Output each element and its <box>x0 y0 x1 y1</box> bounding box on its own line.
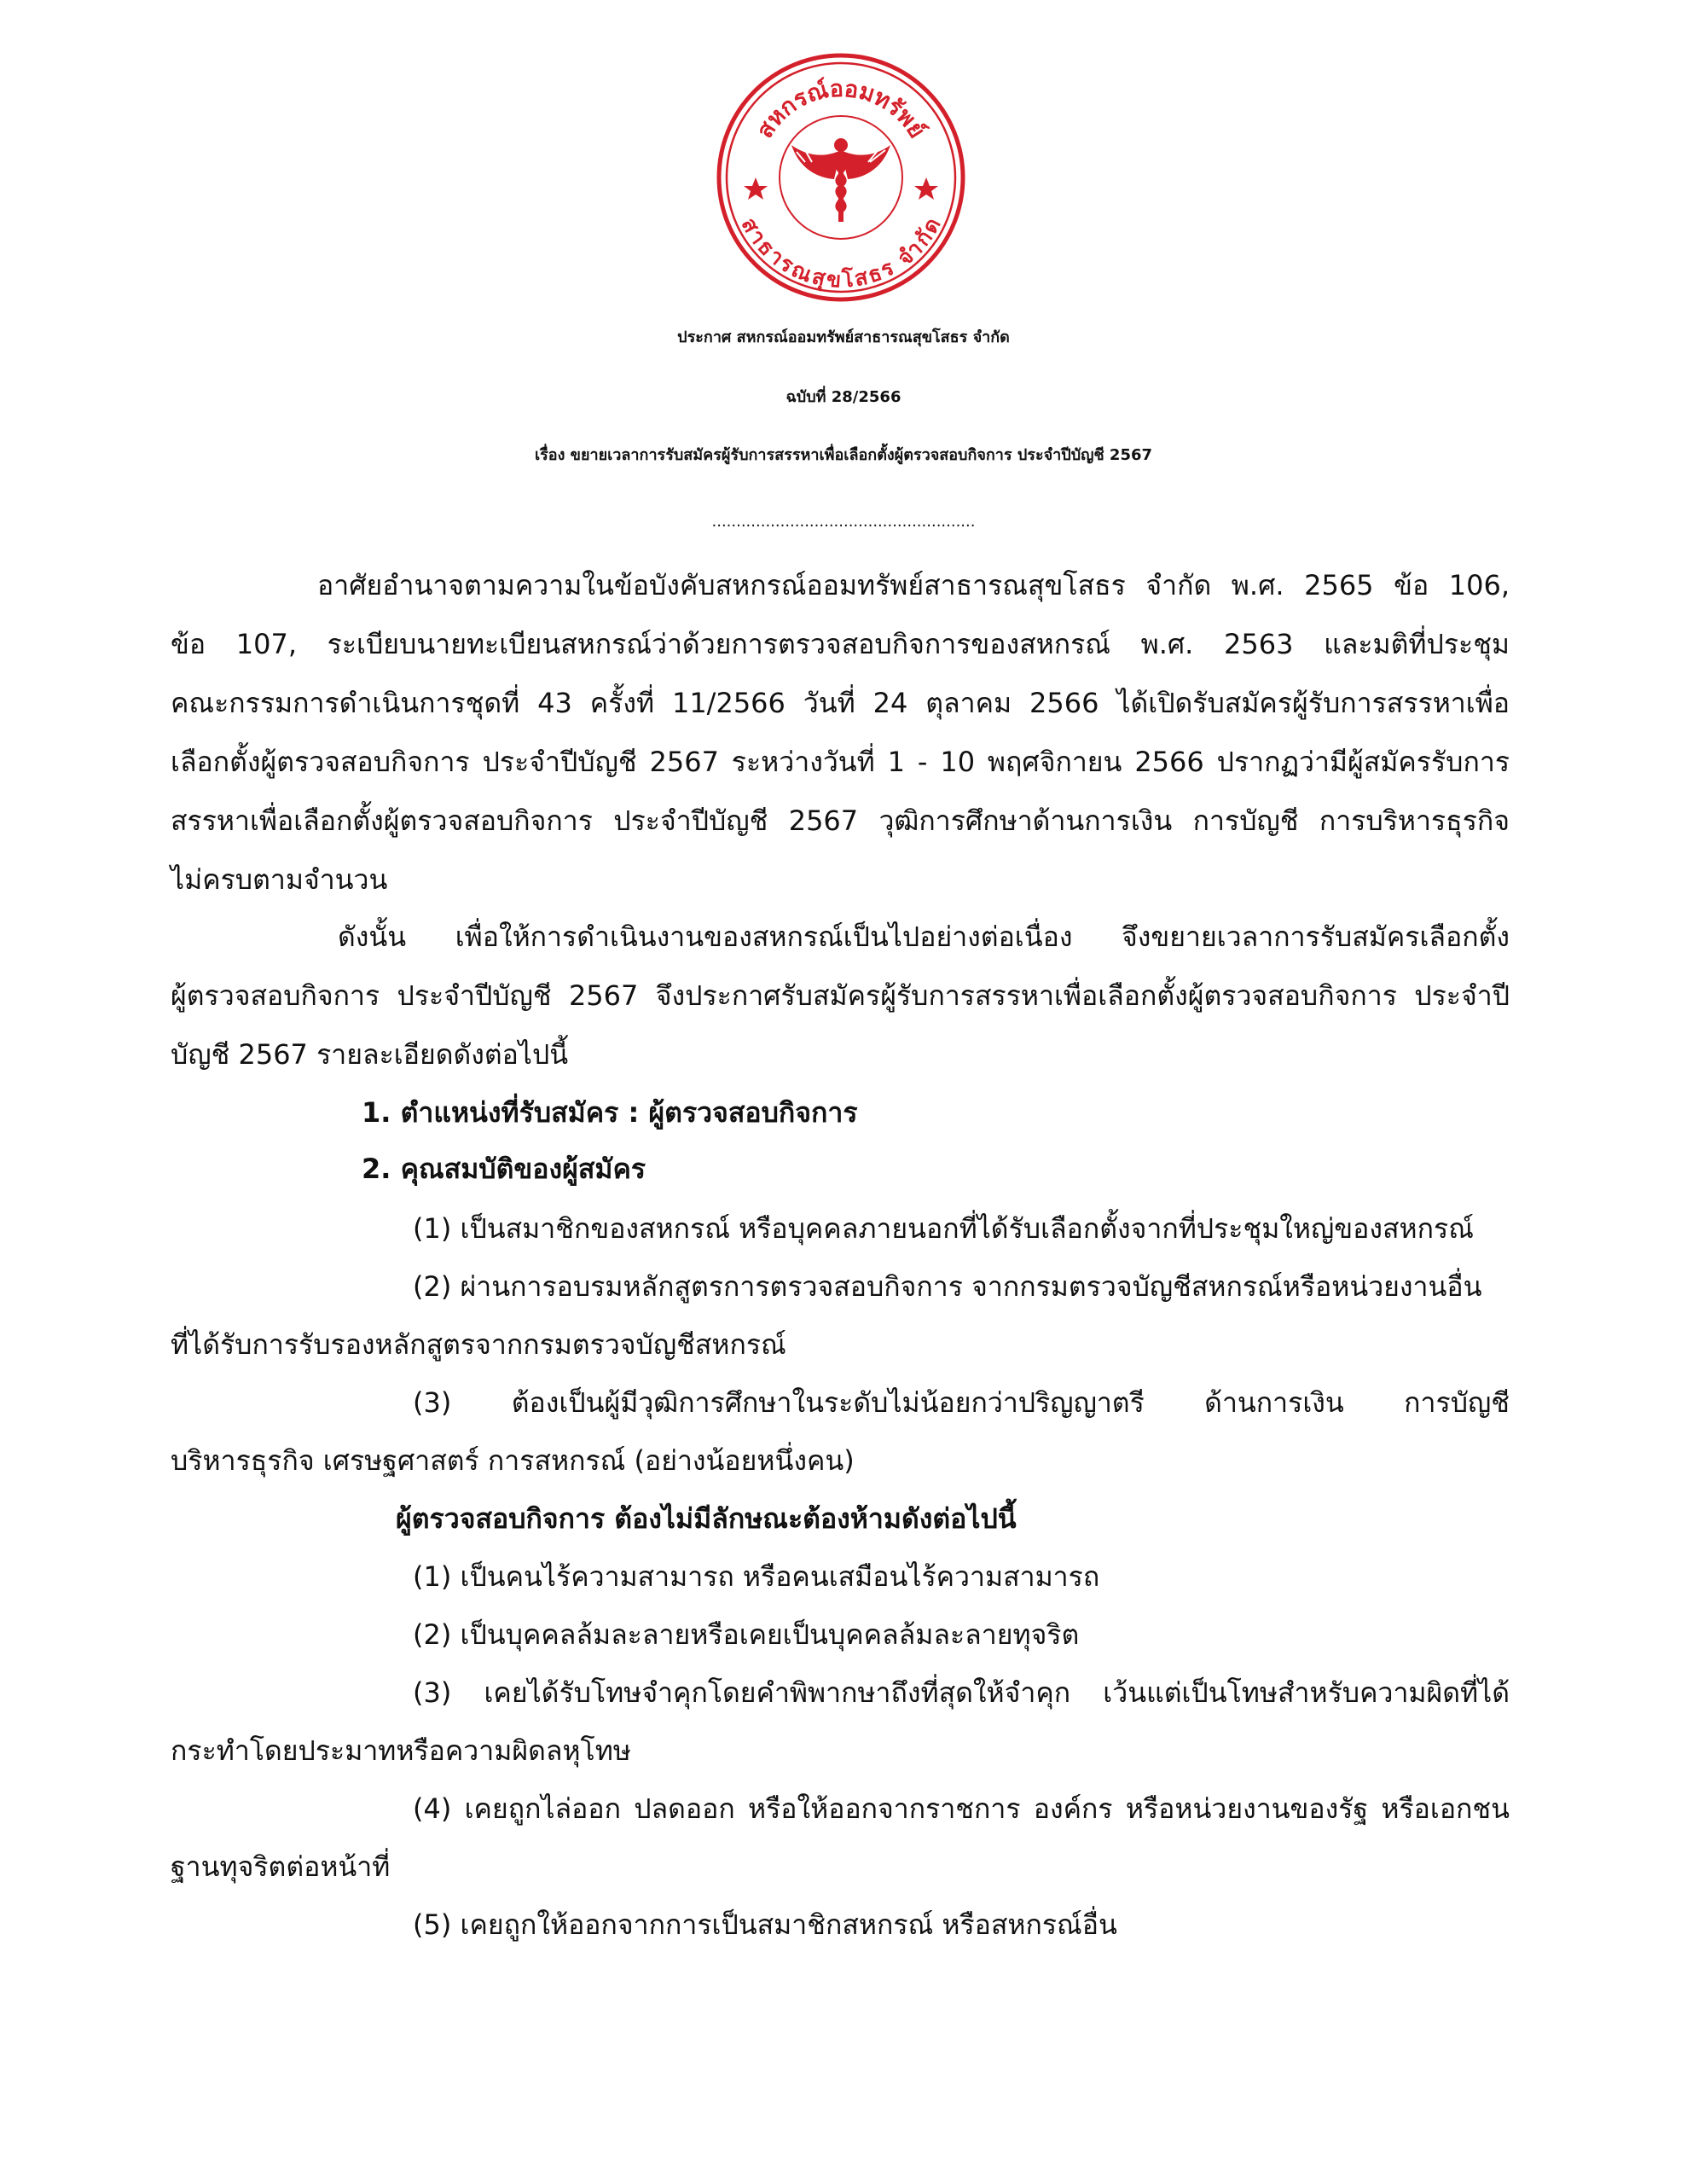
prohibitions-heading: ผู้ตรวจสอบกิจการ ต้องไม่มีลักษณะต้องห้ามดังต่อไปนี้ <box>396 1502 1017 1535</box>
divider-dots: ...................................................... <box>711 513 976 531</box>
qualification-1: (1) เป็นสมาชิกของสหกรณ์ หรือบุคคลภายนอกที่ได้รับเลือกตั้งจากที่ประชุมใหญ่ของสหกรณ์ <box>413 1212 1474 1245</box>
announcement-number: ฉบับที่ 28/2566 <box>786 388 901 406</box>
prohibition-3-line-2: กระทำโดยประมาทหรือความผิดลหุโทษ <box>171 1734 631 1767</box>
paragraph-1-line-2: ข้อ 107, ระเบียบนายทะเบียนสหกรณ์ว่าด้วยการตรวจสอบกิจการของสหกรณ์ พ.ศ. 2563 และมติที่ประชุม <box>171 628 1510 660</box>
paragraph-2-line-3: บัญชี 2567 รายละเอียดดังต่อไปนี้ <box>171 1038 569 1071</box>
qualification-2-line-2: ที่ได้รับการรับรองหลักสูตรจากกรมตรวจบัญชีสหกรณ์ <box>171 1328 786 1361</box>
qualification-3-line-2: บริหารธุรกิจ เศรษฐศาสตร์ การสหกรณ์ (อย่างน้อยหนึ่งคน) <box>171 1444 855 1477</box>
paragraph-1-line-3: คณะกรรมการดำเนินการชุดที่ 43 ครั้งที่ 11/2566 วันที่ 24 ตุลาคม 2566 ได้เปิดรับสมัครผู้รับการสรรหาเพื่อ <box>171 687 1510 719</box>
qualification-2-line-1: (2) ผ่านการอบรมหลักสูตรการตรวจสอบกิจการ จากกรมตรวจบัญชีสหกรณ์หรือหน่วยงานอื่น <box>413 1270 1482 1303</box>
prohibition-5: (5) เคยถูกให้ออกจากการเป็นสมาชิกสหกรณ์ หรือสหกรณ์อื่น <box>413 1908 1117 1941</box>
paragraph-1-line-6: ไม่ครบตามจำนวน <box>171 863 388 896</box>
announcement-title: ประกาศ สหกรณ์ออมทรัพย์สาธารณสุขโสธร จำกัด <box>677 328 1010 346</box>
prohibition-4-line-2: ฐานทุจริตต่อหน้าที่ <box>171 1850 391 1883</box>
section-1-position: 1. ตำแหน่งที่รับสมัคร : ผู้ตรวจสอบกิจการ <box>362 1096 858 1129</box>
paragraph-1-line-4: เลือกตั้งผู้ตรวจสอบกิจการ ประจำปีบัญชี 2567 ระหว่างวันที่ 1 - 10 พฤศจิกายน 2566 ปรากฏว่ามีผู้สมัครรับการ <box>171 746 1510 778</box>
section-2-qualifications: 2. คุณสมบัติของผู้สมัคร <box>362 1153 646 1185</box>
paragraph-1-line-1: อาศัยอำนาจตามความในข้อบังคับสหกรณ์ออมทรัพย์สาธารณสุขโสธร จำกัด พ.ศ. 2565 ข้อ 106, <box>317 569 1510 601</box>
prohibition-2: (2) เป็นบุคคลล้มละลายหรือเคยเป็นบุคคลล้มละลายทุจริต <box>413 1618 1080 1651</box>
qualification-3-line-1: (3) ต้องเป็นผู้มีวุฒิการศึกษาในระดับไม่น้อยกว่าปริญญาตรี ด้านการเงิน การบัญชี <box>413 1386 1510 1419</box>
svg-text:สหกรณ์ออมทรัพย์: สหกรณ์ออมทรัพย์ <box>751 75 930 143</box>
prohibition-1: (1) เป็นคนไร้ความสามารถ หรือคนเสมือนไร้ความสามารถ <box>413 1560 1100 1593</box>
prohibition-3-line-1: (3) เคยได้รับโทษจำคุกโดยคำพิพากษาถึงที่สุดให้จำคุก เว้นแต่เป็นโทษสำหรับความผิดที่ได้ <box>413 1676 1510 1709</box>
announcement-subject: เรื่อง ขยายเวลาการรับสมัครผู้รับการสรรหาเพื่อเลือกตั้งผู้ตรวจสอบกิจการ ประจำปีบัญชี 2567 <box>534 446 1153 464</box>
svg-text:สาธารณสุขโสธร จำกัด: สาธารณสุขโสธร จำกัด <box>736 213 946 293</box>
cooperative-seal-logo <box>713 49 969 305</box>
paragraph-1-line-5: สรรหาเพื่อเลือกตั้งผู้ตรวจสอบกิจการ ประจำปีบัญชี 2567 วุฒิการศึกษาด้านการเงิน การบัญชี การบริหารธุรกิจ <box>171 804 1510 837</box>
paragraph-2-line-2: ผู้ตรวจสอบกิจการ ประจำปีบัญชี 2567 จึงประกาศรับสมัครผู้รับการสรรหาเพื่อเลือกตั้งผู้ตรวจสอบกิจการ ประจำปี <box>171 979 1510 1012</box>
prohibition-4-line-1: (4) เคยถูกไล่ออก ปลดออก หรือให้ออกจากราชการ องค์กร หรือหน่วยงานของรัฐ หรือเอกชน <box>413 1792 1510 1825</box>
paragraph-2-line-1: ดังนั้น เพื่อให้การดำเนินงานของสหกรณ์เป็นไปอย่างต่อเนื่อง จึงขยายเวลาการรับสมัครเลือกตั้ง <box>338 921 1510 953</box>
